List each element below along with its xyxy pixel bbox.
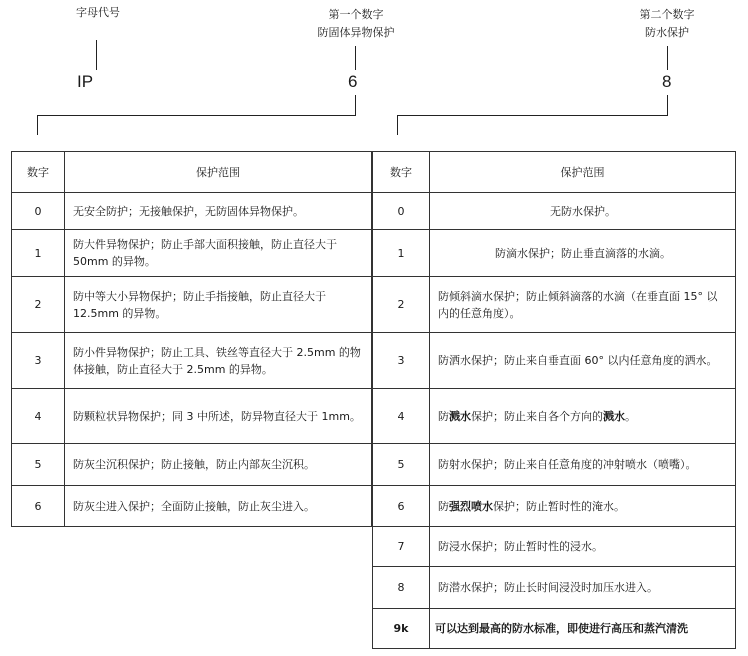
row-number: 3 [373, 333, 430, 389]
table-row [12, 486, 372, 527]
first-digit-label-line1: 第一个数字 [328, 8, 384, 21]
row-number: 6 [373, 486, 430, 527]
table-row [12, 193, 372, 230]
row-description: 防潜水保护；防止长时间浸没时加压水进入。 [430, 567, 736, 609]
row-text-part: 保护；防止来自各个方向的 [471, 409, 603, 423]
row-description: 无防水保护。 [430, 193, 736, 230]
row-description [430, 389, 736, 444]
column-scope-header: 保护范围 [65, 152, 372, 193]
second-digit: 8 [662, 72, 672, 91]
row-number: 3 [12, 333, 65, 389]
row-number: 8 [373, 567, 430, 609]
table-row [12, 230, 372, 277]
row-text-part: 。 [625, 409, 636, 423]
table-row [12, 333, 372, 389]
row-number: 6 [12, 486, 65, 527]
second-digit-label-line2: 防水保护 [645, 26, 689, 39]
row-text-bold: 溅水 [449, 409, 471, 423]
row-number: 1 [12, 230, 65, 277]
second-digit-connector [667, 46, 668, 70]
first-digit-bracket-left [37, 115, 38, 135]
table-row [12, 444, 372, 486]
row-number: 1 [373, 230, 430, 277]
row-number: 4 [12, 389, 65, 444]
table-row [373, 609, 736, 649]
row-number: 9k [373, 609, 430, 649]
first-digit-bracket [37, 115, 356, 116]
table-row [12, 389, 372, 444]
table-row [373, 444, 736, 486]
table-header-row [373, 152, 736, 193]
letter-code-label: 字母代号 [76, 6, 120, 19]
row-text-bold: 强烈喷水 [449, 499, 493, 513]
column-number-header: 数字 [12, 152, 65, 193]
row-description: 防滴水保护；防止垂直滴落的水滴。 [430, 230, 736, 277]
row-description [430, 486, 736, 527]
column-number-header: 数字 [373, 152, 430, 193]
row-description: 防浸水保护；防止暂时性的浸水。 [430, 527, 736, 567]
first-digit: 6 [348, 72, 358, 91]
row-number: 5 [12, 444, 65, 486]
row-description: 防射水保护；防止来自任意角度的冲射喷水（喷嘴）。 [430, 444, 736, 486]
table-row [373, 193, 736, 230]
table-row [373, 486, 736, 527]
row-description: 防中等大小异物保护；防止手指接触，防止直径大于12.5mm 的异物。 [65, 277, 372, 333]
column-scope-header: 保护范围 [430, 152, 736, 193]
row-description: 防大件异物保护；防止手部大面积接触，防止直径大于 50mm 的异物。 [65, 230, 372, 277]
letter-code-connector [96, 40, 97, 70]
row-description: 防洒水保护；防止来自垂直面 60° 以内任意角度的洒水。 [430, 333, 736, 389]
row-number: 5 [373, 444, 430, 486]
second-digit-bracket [397, 115, 668, 116]
first-digit-bracket-drop [355, 95, 356, 115]
row-description: 可以达到最高的防水标准，即使进行高压和蒸汽清洗 [430, 609, 736, 649]
table-row [12, 277, 372, 333]
table-header-row [12, 152, 372, 193]
row-description: 防小件异物保护；防止工具、铁丝等直径大于 2.5mm 的物体接触，防止直径大于 2.5mm 的异物。 [65, 333, 372, 389]
row-number: 0 [373, 193, 430, 230]
second-digit-bracket-drop [667, 95, 668, 115]
row-number: 2 [373, 277, 430, 333]
second-digit-bracket-left [397, 115, 398, 135]
second-digit-label-line1: 第二个数字 [639, 8, 695, 21]
row-description: 防灰尘进入保护；全面防止接触，防止灰尘进入。 [65, 486, 372, 527]
table-row [373, 527, 736, 567]
row-number: 4 [373, 389, 430, 444]
first-digit-label-line2: 防固体异物保护 [317, 26, 395, 39]
row-text-bold: 溅水 [603, 409, 625, 423]
first-digit-connector [355, 46, 356, 70]
row-description: 无安全防护；无接触保护，无防固体异物保护。 [65, 193, 372, 230]
table-row [373, 333, 736, 389]
row-text-part: 防 [438, 409, 449, 423]
water-protection-table [372, 151, 736, 649]
row-text-part: 保护；防止暂时性的淹水。 [493, 499, 625, 513]
table-row [373, 389, 736, 444]
row-number: 2 [12, 277, 65, 333]
solid-protection-table [11, 151, 372, 527]
row-number: 7 [373, 527, 430, 567]
row-description: 防灰尘沉积保护；防止接触，防止内部灰尘沉积。 [65, 444, 372, 486]
row-number: 0 [12, 193, 65, 230]
table-row [373, 567, 736, 609]
table-row [373, 277, 736, 333]
row-description: 防倾斜滴水保护；防止倾斜滴落的水滴（在垂直面 15° 以内的任意角度）。 [430, 277, 736, 333]
letter-code: IP [77, 72, 94, 91]
table-row [373, 230, 736, 277]
row-text-part: 防 [438, 499, 449, 513]
row-description: 防颗粒状异物保护；同 3 中所述，防异物直径大于 1mm。 [65, 389, 372, 444]
